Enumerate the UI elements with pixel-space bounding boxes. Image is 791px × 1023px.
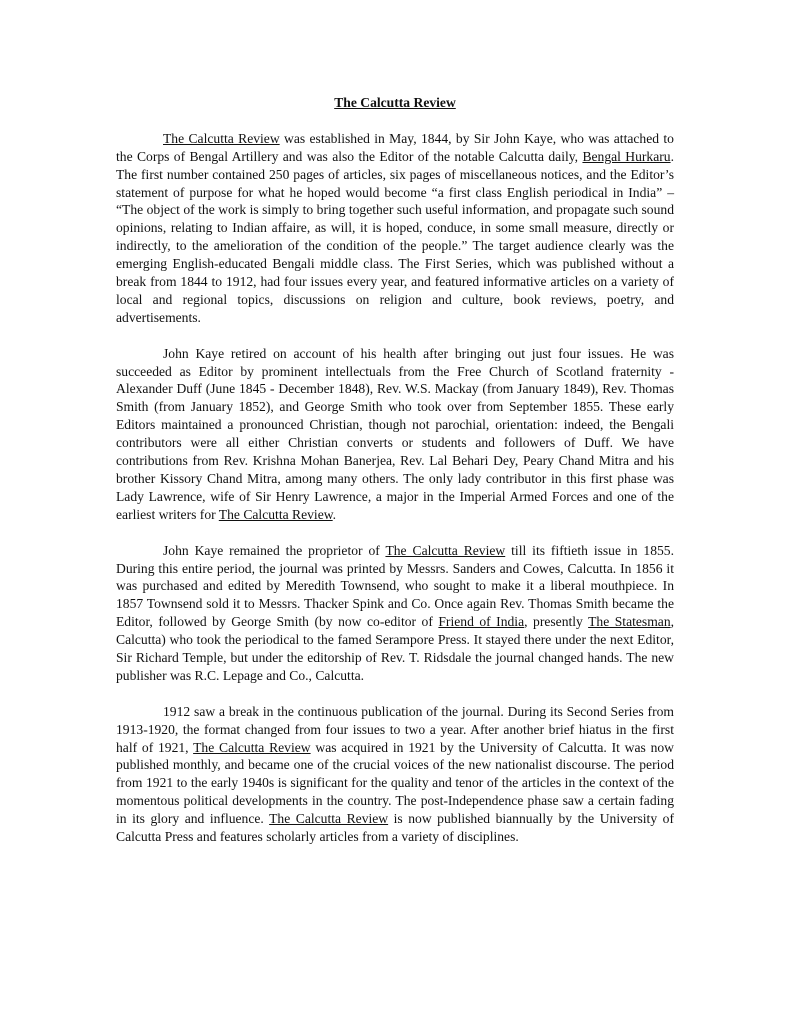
text-run: was established in May, 1844, by Sir John Kaye, who was attached to the Corps of Bengal Artillery and was also the Editor of the notable Calcutta daily, (116, 130, 674, 164)
document-page (116, 94, 674, 864)
text-run: is now published biannually by the University of Calcutta Press and features scholarly articles from a variety of disciplines. (116, 811, 674, 845)
paragraph (116, 130, 674, 327)
underlined-title: The Calcutta Review (193, 739, 311, 755)
text-run: . The first number contained 250 pages of articles, six pages of miscellaneous notices, and the Editor’s statement of purpose for what he hoped would become “a first class English periodical in India” – “The object of the work is simply to bring together such useful information, and propagate such sound opinions, relating to Indian affaire, as will, it is hoped, conduce, in some small measure, directly or indirectly, to the amelioration of the condition of the people.” The target audience clearly was the emerging English-educated Bengali middle class. The First Series, which was published without a break from 1844 to 1912, had four issues every year, and featured informative articles on a variety of local and regional topics, discussions on religion and culture, book reviews, poetry, and advertisements. (116, 148, 674, 325)
underlined-title: The Calcutta Review (163, 130, 280, 146)
text-run: , presently (524, 614, 589, 630)
underlined-title: Bengal Hurkaru (582, 148, 671, 164)
underlined-title: The Calcutta Review (385, 542, 506, 558)
document-title: The Calcutta Review (334, 95, 456, 110)
text-run: 1912 saw a break in the continuous publication of the journal. During its Second Series from 1913-1920, the format changed from four issues to two a year. After another brief hiatus in the first half of 1921, (116, 703, 674, 755)
text-run: , Calcutta) who took the periodical to the famed Serampore Press. It stayed there under the next Editor, Sir Richard Temple, but under the editorship of Rev. T. Ridsdale the journal changed hands. The new publisher was R.C. Lepage and Co., Calcutta. (116, 614, 675, 683)
underlined-title: Friend of India (438, 614, 525, 630)
underlined-title: The Calcutta Review (218, 506, 333, 522)
text-run: John Kaye remained the proprietor of (163, 542, 386, 558)
underlined-title: The Calcutta Review (269, 811, 389, 827)
paragraph (116, 542, 674, 685)
document-body (116, 130, 674, 846)
underlined-title: The Statesman (588, 614, 671, 630)
paragraph (116, 703, 674, 846)
text-run: . (332, 506, 337, 522)
text-run: John Kaye retired on account of his health after bringing out just four issues. He was succeeded as Editor by prominent intellectuals from the Free Church of Scotland fraternity - Alexander Duff (June 1845 - December 1848), Rev. W.S. Mackay (from January 1849), Rev. Thomas Smith (from January 1852), and George Smith who took over from September 1855. These early Editors maintained a pronounced Christian, though not parochial, orientation: indeed, the Bengali contributors were all either Christian converts or students and followers of Duff. We have contributions from Rev. Krishna Mohan Banerjea, Rev. Lal Behari Dey, Peary Chand Mitra and his brother Kissory Chand Mitra, among many others. The only lady contributor in this first phase was Lady Lawrence, wife of Sir Henry Lawrence, a major in the Imperial Armed Forces and one of the earliest writers for (116, 345, 674, 522)
text-run: was acquired in 1921 by the University of Calcutta. It was now published monthly, and became one of the crucial voices of the new nationalist discourse. The period from 1921 to the early 1940s is significant for the quality and tenor of the articles in the context of the momentous political developments in the country. The post-Independence phase saw a certain fading in its glory and influence. (116, 739, 674, 827)
paragraph (116, 345, 674, 524)
text-run: till its fiftieth issue in 1855. During this entire period, the journal was printed by Messrs. Sanders and Cowes, Calcutta. In 1856 it was purchased and edited by Meredith Townsend, who sought to make it a liberal mouthpiece. In 1857 Townsend sold it to Messrs. Thacker Spink and Co. Once again Rev. Thomas Smith became the Editor, followed by George Smith (by now co-editor of (116, 542, 674, 630)
